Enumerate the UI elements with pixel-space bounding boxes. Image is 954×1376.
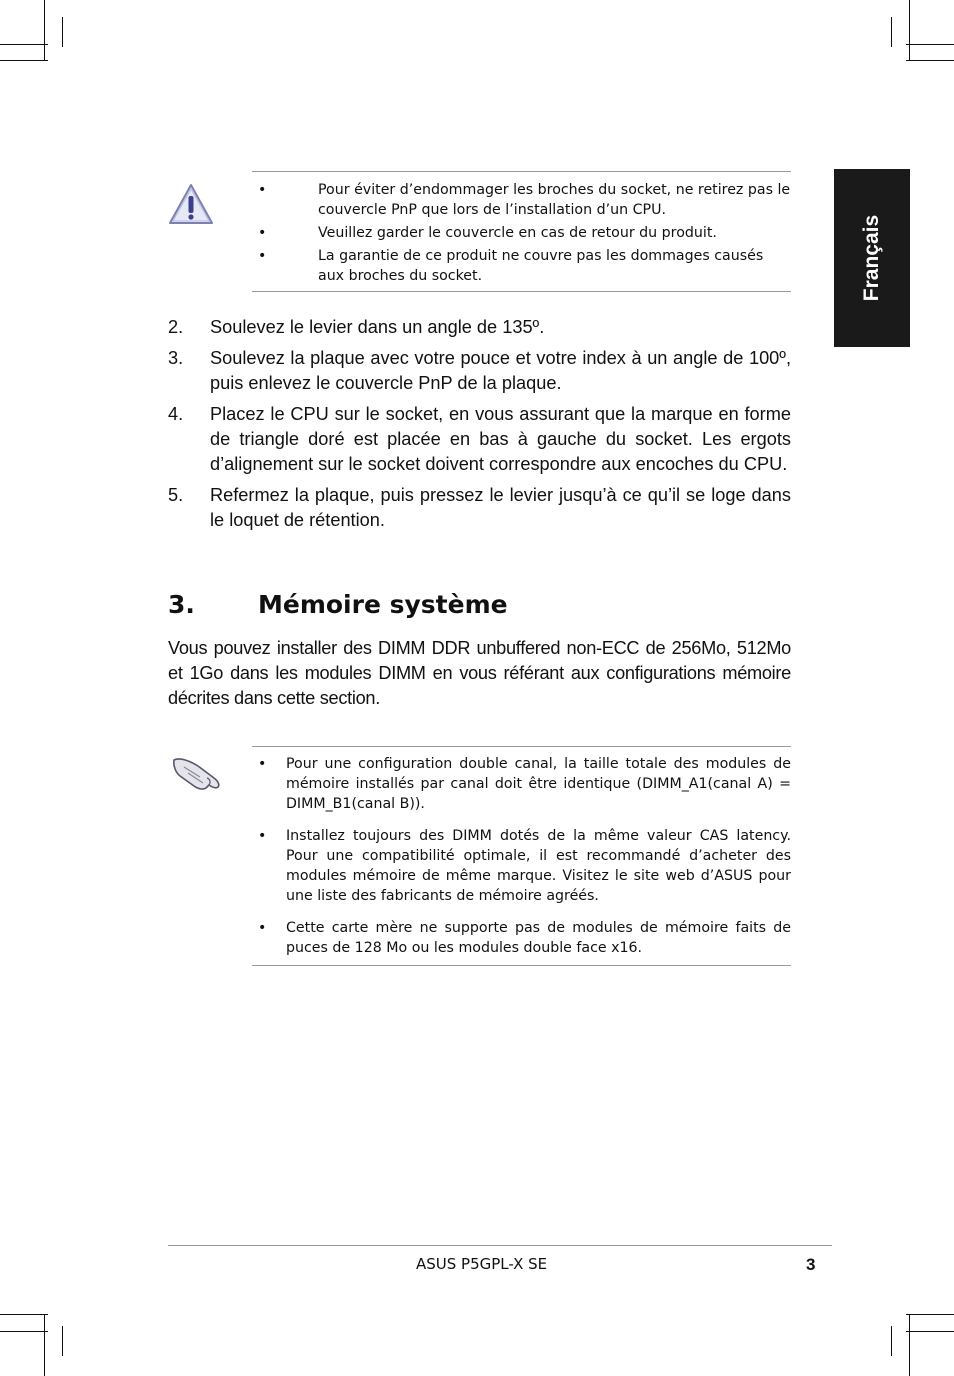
- section-title: Mémoire système: [258, 590, 508, 619]
- warning-triangle-icon: [167, 182, 215, 226]
- language-tab-label: Français: [860, 214, 883, 302]
- crop-mark: [62, 17, 63, 47]
- crop-mark: [906, 60, 954, 61]
- step-item: 3. Soulevez la plaque avec votre pouce et votre index à un angle de 100º, puis enlevez le couvercle PnP de la plaque.: [168, 348, 791, 393]
- crop-mark: [62, 1326, 63, 1356]
- note-item: • Cette carte mère ne supporte pas de modules de mémoire faits de puces de 128 Mo ou les modules double face x16.: [258, 920, 791, 956]
- step-item: 2. Soulevez le levier dans un angle de 135º.: [168, 317, 545, 337]
- installation-steps: [168, 315, 791, 539]
- crop-mark: [0, 1314, 48, 1315]
- section-intro: Vous pouvez installer des DIMM DDR unbuffered non-ECC de 256Mo, 512Mo et 1Go dans les modules DIMM en vous référant aux configurations mémoire décrites dans cette section.: [168, 638, 791, 708]
- caution-list: [252, 172, 791, 286]
- language-tab: [834, 169, 910, 347]
- note-list: [252, 747, 791, 958]
- note-box: [252, 746, 791, 966]
- crop-mark: [0, 1331, 48, 1332]
- step-item: 4. Placez le CPU sur le socket, en vous assurant que la marque en forme de triangle doré est placée en bas à gauche du socket. Les ergots d’alignement sur le socket doivent correspondre aux encoches du CPU.: [168, 404, 791, 474]
- crop-mark: [891, 1326, 892, 1356]
- crop-mark: [906, 44, 954, 45]
- note-item: • Installez toujours des DIMM dotés de la même valeur CAS latency. Pour une compatibilité optimale, il est recommandé d’acheter des modules mémoire de même marque. Visitez le site web d’ASUS pour une liste des fabricants de mémoire agréés.: [258, 828, 791, 904]
- crop-mark: [891, 17, 892, 47]
- footer-divider: [168, 1245, 832, 1246]
- crop-mark: [44, 1314, 45, 1376]
- caution-item: • Veuillez garder le couvercle en cas de retour du produit.: [258, 225, 717, 241]
- crop-mark: [0, 44, 48, 45]
- section-heading: [168, 590, 508, 619]
- note-item: • Pour une configuration double canal, la taille totale des modules de mémoire installés par canal doit être identique (DIMM_A1(canal A) = DIMM_B1(canal B)).: [258, 756, 791, 812]
- page-number: 3: [806, 1255, 816, 1274]
- crop-mark: [909, 0, 910, 60]
- caution-item: • La garantie de ce produit ne couvre pas les dommages causés aux broches du socket.: [258, 248, 764, 284]
- caution-box: [252, 171, 791, 292]
- note-hand-icon: [170, 752, 222, 792]
- crop-mark: [906, 1314, 954, 1315]
- crop-mark: [909, 1314, 910, 1376]
- step-item: 5. Refermez la plaque, puis pressez le levier jusqu’à ce qu’il se loge dans le loquet de rétention.: [168, 485, 791, 530]
- crop-mark: [0, 60, 48, 61]
- section-number: 3.: [168, 590, 195, 619]
- crop-mark: [906, 1331, 954, 1332]
- footer-model-name: ASUS P5GPL-X SE: [416, 1255, 548, 1273]
- crop-mark: [44, 0, 45, 60]
- caution-item: • Pour éviter d’endommager les broches du socket, ne retirez pas le couvercle PnP que lors de l’installation d’un CPU.: [258, 182, 791, 218]
